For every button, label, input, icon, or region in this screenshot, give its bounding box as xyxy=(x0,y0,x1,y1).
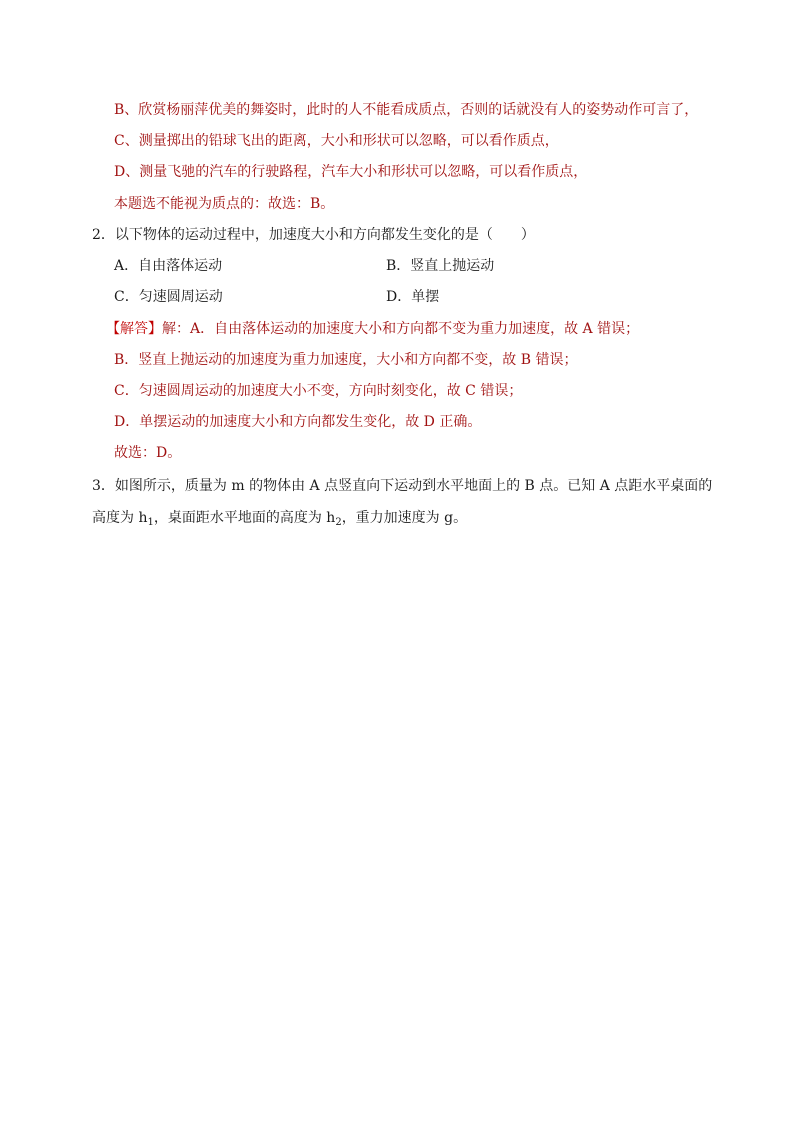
answer-line-3: C．匀速圆周运动的加速度大小不变，方向时刻变化，故 C 错误； xyxy=(114,383,523,399)
question-3-text-2: ，桌面距水平地面的高度为 h xyxy=(153,510,336,526)
solution-line-b: B、欣赏杨丽萍优美的舞姿时，此时的人不能看成质点，否则的话就没有人的姿势动作可言了， xyxy=(114,102,699,118)
answer-line-4: D．单摆运动的加速度大小和方向都发生变化，故 D 正确。 xyxy=(114,414,482,430)
question-2-option-b: B．竖直上抛运动 xyxy=(386,258,495,274)
question-2-stem: 2．以下物体的运动过程中，加速度大小和方向都发生变化的是（ ） xyxy=(92,227,535,243)
solution-line-c: C、测量掷出的铅球飞出的距离，大小和形状可以忽略，可以看作质点， xyxy=(114,133,559,149)
solution-line-d: D、测量飞驰的汽车的行驶路程，汽车大小和形状可以忽略，可以看作质点， xyxy=(114,164,588,180)
question-3-text-1: 高度为 h xyxy=(92,510,148,526)
subscript-1: 1 xyxy=(147,517,154,528)
question-3-line-1: 3．如图所示，质量为 m 的物体由 A 点竖直向下运动到水平地面上的 B 点。已知 A 点距水平桌面的 xyxy=(92,478,713,494)
question-2-option-c: C．匀速圆周运动 xyxy=(114,289,223,305)
question-2-option-a: A．自由落体运动 xyxy=(114,258,223,274)
question-3-line-2 xyxy=(92,508,467,528)
answer-line-1 xyxy=(106,319,639,339)
question-2-option-d: D．单摆 xyxy=(386,289,440,305)
subscript-2: 2 xyxy=(335,517,342,528)
solution-conclusion: 本题选不能视为质点的：故选：B。 xyxy=(114,196,335,212)
answer-line-1-text: 解：A．自由落体运动的加速度大小和方向都不变为重力加速度，故 A 错误； xyxy=(162,321,640,337)
question-3-text-3: ，重力加速度为 g。 xyxy=(341,510,468,526)
answer-choice: 故选：D。 xyxy=(114,445,182,461)
answer-tag: 【解答】 xyxy=(106,321,162,337)
answer-line-2: B．竖直上抛运动的加速度为重力加速度，大小和方向都不变，故 B 错误； xyxy=(114,352,578,368)
